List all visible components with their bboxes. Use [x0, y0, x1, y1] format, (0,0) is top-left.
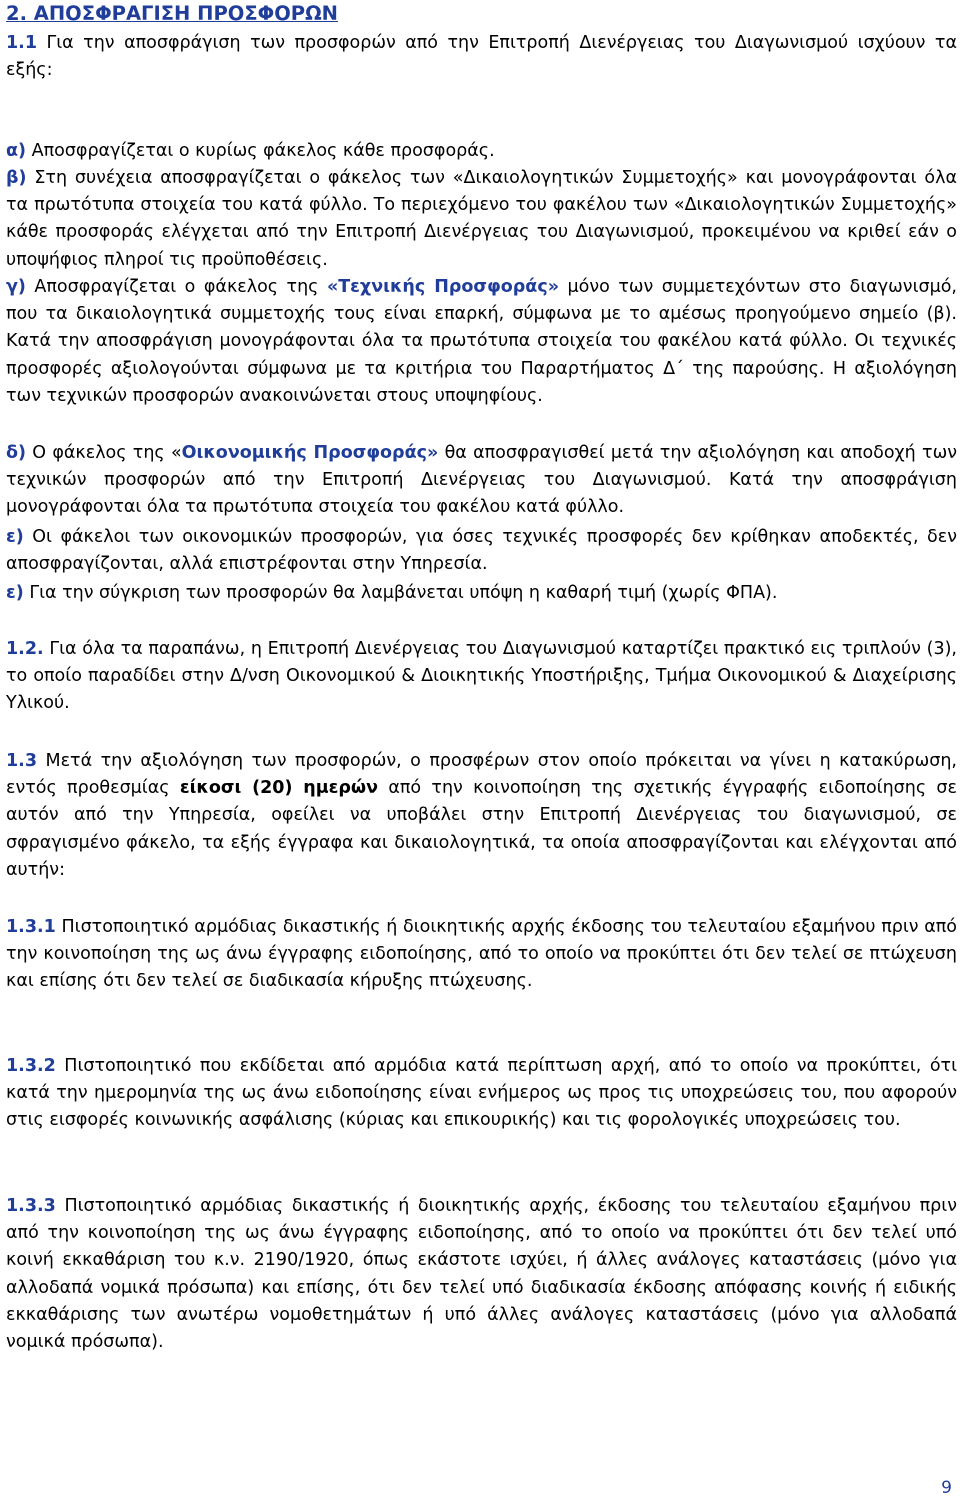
item-text: Στη συνέχεια αποσφραγίζεται ο φάκελος των «Δικαιολογητικών Συμμετοχής» και μονογράφονται όλα τα πρωτότυπα στοιχεία του κατά φύλλο. Το περιεχόμενο του φακέλου των «Δικαιολογητικών Συμμετοχής» κάθε προσφοράς ελέγχεται από την Επιτροπή Διενέργειας του Διαγωνισμού, προκειμένου να κριθεί εάν ο υποψήφιος πληροί τις προϋποθέσεις.	[6, 168, 957, 270]
item-text-continued: μόνο των συμμετεχόντων στο διαγωνισμό, που τα δικαιολογητικά συμμετοχής τους είναι επαρκή, σύμφωνα με το αμέσως προηγούμενο σημείο (β). Κατά την αποσφράγιση μονογράφονται όλα τα πρωτότυπα στοιχεία του φακέλου κατά φύλλο. Οι τεχνικές προσφορές αξιολογούνται σύμφωνα με τα κριτήρια του Παραρτήματος Δ΄ της παρούσης. Η αξιολόγηση των τεχνικών προσφορών ανακοινώνεται στους υποψηφίους.	[6, 277, 957, 406]
item-label: α)	[6, 141, 27, 161]
item-label: γ)	[6, 277, 26, 297]
paragraph-number: 1.3.1	[6, 917, 56, 937]
paragraph-number: 1.3.2	[6, 1056, 56, 1076]
item-label: ε)	[6, 527, 24, 547]
paragraph-text: Για την αποσφράγιση των προσφορών από την Επιτροπή Διενέργειας του Διαγωνισμού ισχύουν τα εξής:	[6, 33, 957, 81]
item-label: ε)	[6, 583, 24, 603]
paragraph-1-3-1	[6, 914, 957, 996]
paragraph-text: Πιστοποιητικό που εκδίδεται από αρμόδια κατά περίπτωση αρχή, από το οποίο να προκύπτει, ότι κατά την ημερομηνία της ως άνω ειδοποίησης είναι ενήμερος ως προς τις υποχρεώσεις του, που αφορούν στις εισφορές κοινωνικής ασφάλισης (κύριας και επικουρικής) και τις φορολογικές υποχρεώσεις του.	[6, 1056, 957, 1131]
paragraph-1-3-2	[6, 1053, 957, 1135]
item-emphasis: «Τεχνικής Προσφοράς»	[326, 277, 560, 297]
item-c	[6, 274, 957, 410]
item-label: β)	[6, 168, 27, 188]
paragraph-text: Για όλα τα παραπάνω, η Επιτροπή Διενέργειας του Διαγωνισμού καταρτίζει πρακτικό εις τριπλούν (3), το οποίο παραδίδει στην Δ/νση Οικονομικού & Διοικητικής Υποστήριξης, Τμήμα Οικονομικού & Διαχείρισης Υλικού.	[6, 639, 957, 714]
item-emphasis: Οικονομικής Προσφοράς»	[181, 443, 439, 463]
paragraph-number: 1.2.	[6, 639, 44, 659]
item-text: Αποσφραγίζεται ο φάκελος της	[25, 277, 327, 297]
paragraph-text: Πιστοποιητικό αρμόδιας δικαστικής ή διοικητικής αρχής, έκδοσης του τελευταίου εξαμήνου πριν από την κοινοποίηση της ως άνω έγγραφης ειδοποίησης, από το οποίο να προκύπτει ότι δεν τελεί υπό κοινή εκκαθάριση του κ.ν. 2190/1920, όπως εκάστοτε ισχύει, ή άλλες ανάλογες καταστάσεις (μόνο για αλλοδαπά νομικά πρόσωπα) και επίσης, ότι δεν τελεί υπό διαδικασία έκδοσης απόφασης κοινής ή ειδικής εκκαθάρισης των ανωτέρω νομοθετημάτων ή υπό άλλες ανάλογες καταστάσεις (μόνο για αλλοδαπά νομικά πρόσωπα).	[6, 1196, 957, 1353]
paragraph-number: 1.3	[6, 751, 38, 771]
item-text: Ο φάκελος της «	[26, 443, 182, 463]
paragraph-1-3	[6, 748, 957, 884]
item-text: Οι φάκελοι των οικονομικών προσφορών, για όσες τεχνικές προσφορές δεν κρίθηκαν αποδεκτές, δεν αποσφραγίζονται, αλλά επιστρέφονται στην Υπηρεσία.	[6, 527, 957, 575]
item-a	[6, 138, 957, 165]
item-text: Για την σύγκριση των προσφορών θα λαμβάνεται υπόψη η καθαρή τιμή (χωρίς ΦΠΑ).	[23, 583, 778, 603]
item-e1	[6, 524, 957, 578]
item-text: Αποσφραγίζεται ο κυρίως φάκελος κάθε προσφοράς.	[26, 141, 495, 161]
item-b	[6, 165, 957, 274]
paragraph-1-2	[6, 636, 957, 718]
item-label: δ)	[6, 443, 27, 463]
item-text-continued: θα αποσφραγισθεί μετά την αξιολόγηση και αποδοχή των τεχνικών προσφορών από την Επιτροπή Διενέργειας του Διαγωνισμού. Κατά την αποσφράγιση μονογράφονται όλα τα πρωτότυπα στοιχεία του φακέλου κατά φύλλο.	[6, 443, 957, 518]
paragraph-text-continued: από την κοινοποίηση της σχετικής έγγραφής ειδοποίησης σε αυτόν από την Υπηρεσία, οφείλει να υποβάλει στην Επιτροπή Διενέργειας του διαγωνισμού, σε σφραγισμένο φάκελο, τα εξής έγγραφα και δικαιολογητικά, τα οποία αποσφραγίζονται και ελέγχονται από αυτήν:	[6, 778, 957, 880]
paragraph-text: Μετά την αξιολόγηση των προσφορών, ο προσφέρων στον οποίο πρόκειται να γίνει η κατακύρωση, εντός προθεσμίας	[6, 751, 957, 799]
paragraph-1-1	[6, 30, 957, 84]
page-number: 9	[941, 1478, 952, 1498]
section-heading: 2. ΑΠΟΣΦΡΑΓΙΣΗ ΠΡΟΣΦΟΡΩΝ	[6, 2, 338, 25]
paragraph-text: Πιστοποιητικό αρμόδιας δικαστικής ή διοικητικής αρχής έκδοσης του τελευταίου εξαμήνου πριν από την κοινοποίηση της ως άνω έγγραφης ειδοποίησης, από το οποίο να προκύπτει ότι δεν τελεί σε πτώχευση και επίσης ότι δεν τελεί σε διαδικασία κήρυξης πτώχευσης.	[6, 917, 957, 992]
item-d	[6, 440, 957, 522]
paragraph-number: 1.1	[6, 33, 38, 53]
paragraph-number: 1.3.3	[6, 1196, 56, 1216]
item-e2	[6, 580, 957, 607]
paragraph-1-3-3	[6, 1193, 957, 1356]
deadline-emphasis: είκοσι (20) ημερών	[179, 778, 379, 799]
